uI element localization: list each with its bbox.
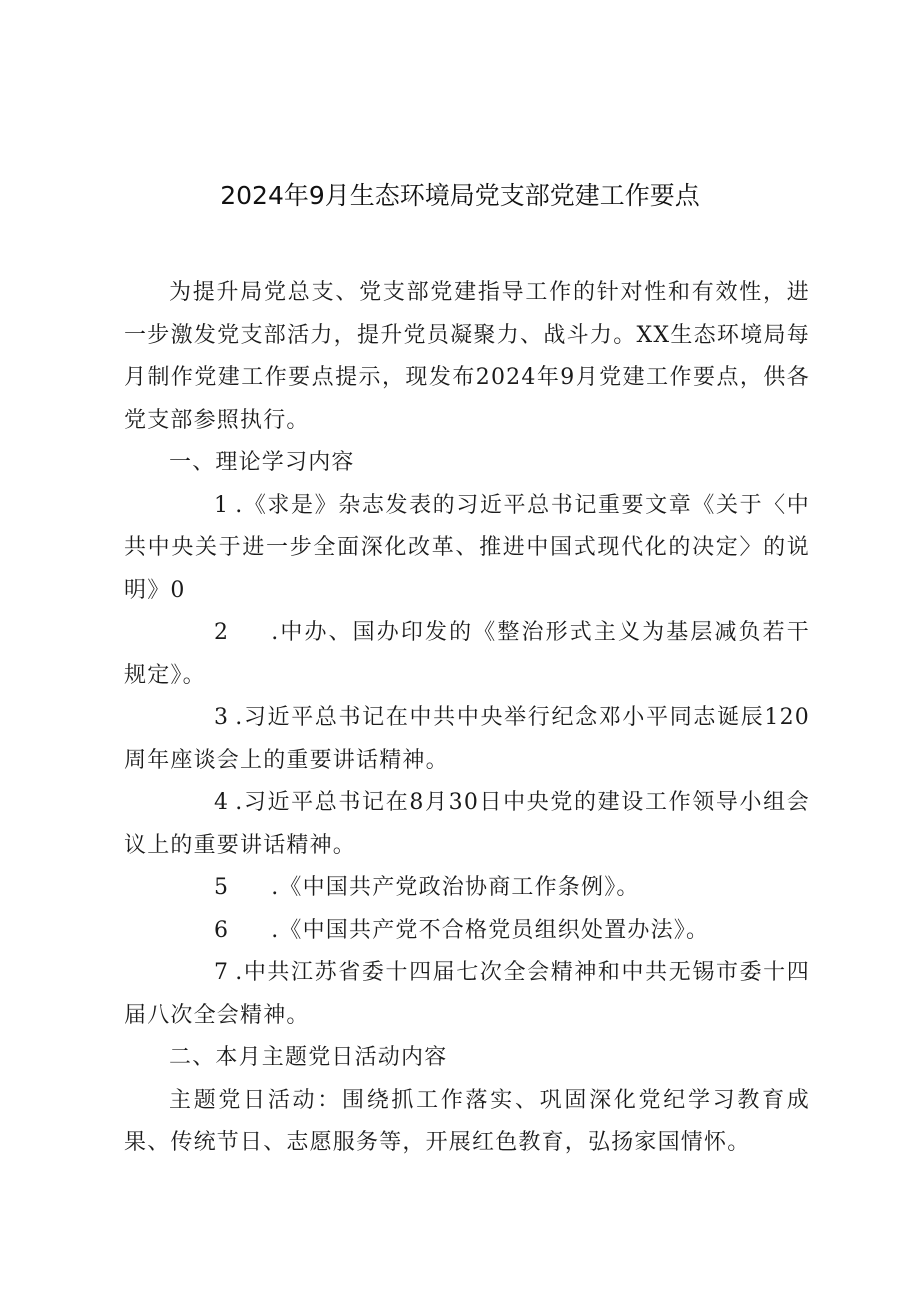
item-text: 《中国共产党政治协商工作条例》。 [279, 875, 640, 900]
item-separator: . [235, 492, 244, 518]
item-text: 习近平总书记在中共中央举行纪念邓小平同志诞辰120周年座谈会上的重要讲话精神。 [124, 705, 810, 773]
item-text: 《求是》杂志发表的习近平总书记重要文章《关于〈中共中央关于进一步全面深化改革、推进中国式现代化的决定〉的说明》0 [124, 492, 810, 603]
item-number: 6 [214, 917, 230, 943]
list-item [124, 782, 810, 867]
item-separator: . [235, 705, 244, 730]
document-title: 2024年9月生态环境局党支部党建工作要点 [220, 181, 700, 210]
document-body [124, 272, 810, 1165]
list-item [124, 952, 810, 1037]
item-text: 习近平总书记在8月30日中央党的建设工作领导小组会议上的重要讲话精神。 [124, 790, 810, 858]
list-item [124, 697, 810, 782]
item-separator: . [271, 917, 280, 943]
intro-paragraph: 为提升局党总支、党支部党建指导工作的针对性和有效性，进一步激发党支部活力，提升党员凝聚力、战斗力。XX生态环境局每月制作党建工作要点提示，现发布2024年9月党建工作要点，供各党支部参照执行。 [124, 280, 810, 433]
item-number: 5 [214, 875, 230, 900]
item-separator: . [235, 790, 244, 815]
list-item [124, 485, 810, 613]
item-number: 1 [214, 492, 230, 518]
item-text: 中办、国办印发的《整治形式主义为基层减负若干规定》。 [124, 620, 810, 688]
item-number: 4 [214, 790, 230, 815]
section-heading-theory: 一、理论学习内容 [169, 450, 355, 475]
item-separator: . [235, 960, 244, 985]
section-heading-activity: 二、本月主题党日活动内容 [169, 1045, 448, 1070]
list-item [124, 910, 810, 953]
item-number: 2 [214, 620, 230, 645]
item-separator: . [271, 620, 280, 645]
item-separator: . [271, 875, 280, 900]
item-text: 中共江苏省委十四届七次全会精神和中共无锡市委十四届八次全会精神。 [124, 960, 810, 1028]
item-number: 3 [214, 705, 230, 730]
list-item [124, 867, 810, 910]
item-number: 7 [214, 960, 230, 985]
activity-paragraph: 主题党日活动：围绕抓工作落实、巩固深化党纪学习教育成果、传统节日、志愿服务等，开展红色教育，弘扬家国情怀。 [124, 1087, 810, 1155]
list-item [124, 612, 810, 697]
item-text: 《中国共产党不合格党员组织处置办法》。 [279, 917, 710, 943]
